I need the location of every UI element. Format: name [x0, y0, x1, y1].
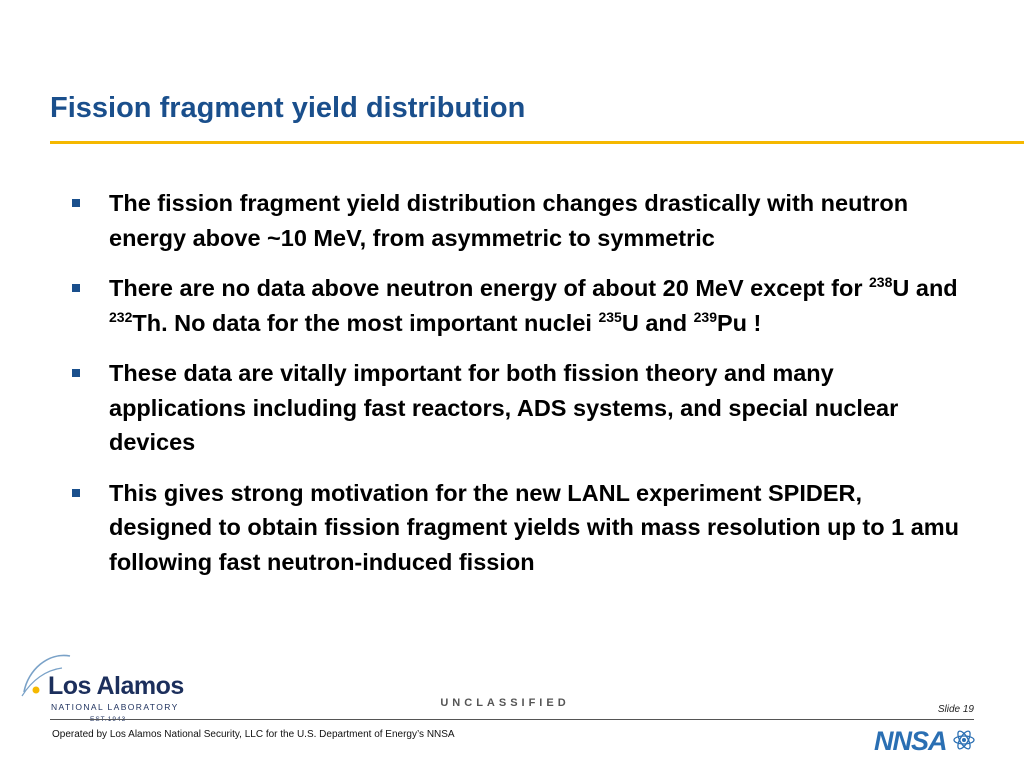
isotope-mass-number: 238 — [869, 274, 893, 290]
footer-operator-text: Operated by Los Alamos National Security, LLC for the U.S. Department of Energy’s NNSA — [52, 729, 455, 740]
bullet-text: U and — [892, 275, 958, 301]
bullet-square-icon — [72, 489, 80, 497]
nnsa-logo-text: NNSA — [874, 726, 947, 756]
bullet-text: These data are vitally important for both fission theory and many applications including fast reactors, ADS systems, and special nuclear devices — [109, 360, 899, 455]
bullet-text: There are no data above neutron energy of about 20 MeV except for — [109, 275, 870, 301]
los-alamos-logo — [18, 650, 188, 730]
bullet-square-icon — [72, 369, 80, 377]
bullet-text: The fission fragment yield distribution changes drastically with neutron energy above ~10 MeV, from asymmetric to symmetric — [109, 190, 909, 251]
bullet-text: Th. No data for the most important nuclei — [132, 309, 599, 336]
nnsa-logo — [872, 724, 978, 756]
isotope-mass-number: 232 — [109, 308, 133, 325]
logo-name: Los Alamos — [48, 672, 184, 700]
slide-title: Fission fragment yield distribution — [50, 92, 526, 124]
bullet-square-icon — [72, 284, 80, 292]
isotope-mass-number: 239 — [693, 308, 717, 325]
logo-subtitle: NATIONAL LABORATORY — [51, 702, 179, 712]
footer-divider — [50, 719, 974, 720]
bullet-text: Pu ! — [717, 309, 762, 336]
nnsa-logo-icon — [872, 724, 978, 756]
bullet-text: U and — [621, 309, 694, 336]
title-underline — [50, 141, 1024, 144]
slide-number: Slide 19 — [937, 704, 974, 715]
classification-label: UNCLASSIFIED — [440, 697, 570, 709]
isotope-mass-number: 235 — [598, 308, 622, 325]
bullet-text: This gives strong motivation for the new LANL experiment SPIDER, designed to obtain fission fragment yields with mass resolution up to 1 amu following fast neutron-induced fission — [109, 479, 960, 575]
bullet-list — [70, 186, 970, 595]
bullet-item — [70, 186, 970, 255]
bullet-square-icon — [72, 199, 80, 207]
bullet-item — [70, 271, 970, 340]
bullet-item — [70, 476, 970, 580]
bullet-item — [70, 356, 970, 460]
